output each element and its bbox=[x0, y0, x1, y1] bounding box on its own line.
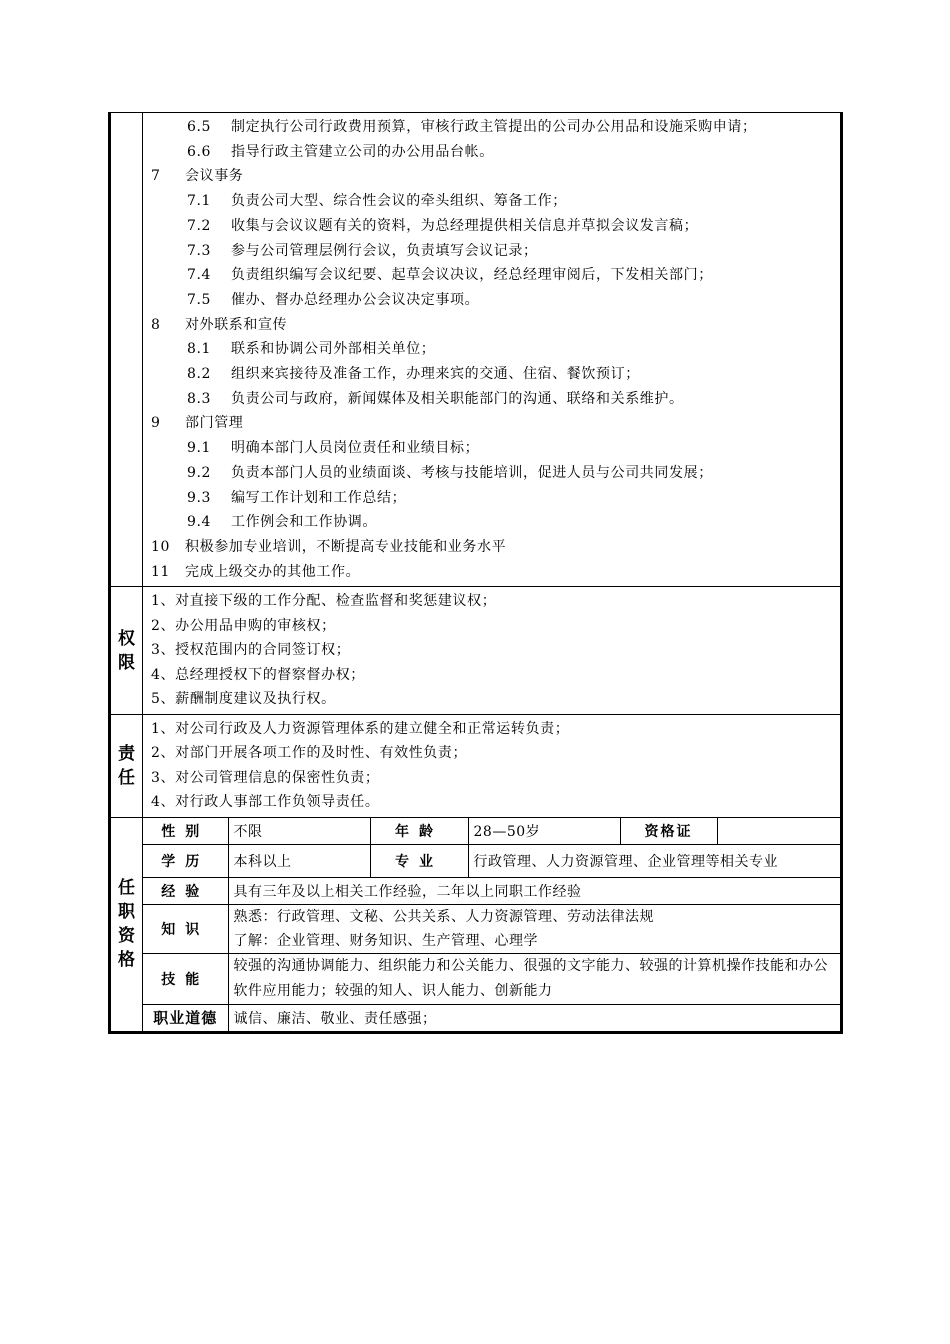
duty-number: 7.5 bbox=[187, 291, 212, 308]
authority-row bbox=[110, 587, 842, 715]
duty-item bbox=[151, 461, 840, 486]
duty-text: 联系和协调公司外部相关单位； bbox=[231, 341, 436, 358]
authority-item: 2、办公用品申购的审核权； bbox=[151, 617, 336, 634]
duty-text: 部门管理 bbox=[185, 415, 244, 432]
duty-section-heading bbox=[151, 535, 840, 560]
duty-text: 指导行政主管建立公司的办公用品台帐。 bbox=[231, 143, 494, 160]
responsibility-row bbox=[110, 714, 842, 817]
major-label: 专业 bbox=[370, 844, 468, 877]
duty-text: 负责公司与政府，新闻媒体及相关职能部门的沟通、联络和关系维护。 bbox=[231, 390, 684, 407]
duty-number: 10 bbox=[151, 538, 171, 555]
duty-text: 明确本部门人员岗位责任和业绩目标； bbox=[231, 440, 480, 457]
duty-number: 8.3 bbox=[187, 390, 212, 407]
certificate-label: 资格证 bbox=[620, 818, 717, 845]
q-row-gender-age bbox=[143, 818, 840, 845]
duty-number: 9.3 bbox=[187, 489, 212, 506]
duty-text: 参与公司管理层例行会议，负责填写会议记录； bbox=[231, 242, 538, 259]
gender-value: 不限 bbox=[228, 818, 370, 845]
responsibility-item: 3、对公司管理信息的保密性负责； bbox=[151, 769, 380, 786]
duty-item bbox=[151, 214, 840, 239]
skills-label: 技能 bbox=[143, 953, 228, 1004]
duty-section-heading bbox=[151, 560, 840, 585]
duty-number: 9.4 bbox=[187, 514, 212, 531]
job-description-table bbox=[108, 112, 848, 1034]
ethics-label: 职业道德 bbox=[143, 1004, 228, 1031]
duty-text: 负责组织编写会议纪要、起草会议决议，经总经理审阅后，下发相关部门； bbox=[231, 267, 713, 284]
duty-text: 会议事务 bbox=[185, 168, 244, 185]
responsibility-content bbox=[143, 714, 842, 817]
authority-item: 5、薪酬制度建议及执行权。 bbox=[151, 691, 336, 708]
q-row-education-major bbox=[143, 844, 840, 877]
duty-number: 9.1 bbox=[187, 440, 212, 457]
duty-text: 催办、督办总经理办公会议决定事项。 bbox=[231, 291, 480, 308]
duty-text: 负责本部门人员的业绩面谈、考核与技能培训，促进人员与公司共同发展； bbox=[231, 464, 713, 481]
ethics-value: 诚信、廉洁、敬业、责任感强； bbox=[228, 1004, 840, 1031]
duty-item bbox=[151, 140, 840, 165]
duties-list bbox=[151, 115, 840, 584]
duties-table bbox=[108, 112, 843, 1034]
duty-item bbox=[151, 486, 840, 511]
qualification-label: 任 职 资 格 bbox=[110, 817, 143, 1032]
duty-number: 8.2 bbox=[187, 366, 212, 383]
duty-number: 8 bbox=[151, 316, 161, 333]
authority-item: 3、授权范围内的合同签订权； bbox=[151, 642, 351, 659]
duty-number: 11 bbox=[151, 563, 171, 580]
authority-item: 1、对直接下级的工作分配、检查监督和奖惩建议权； bbox=[151, 593, 497, 610]
education-value: 本科以上 bbox=[228, 844, 370, 877]
duties-content bbox=[143, 113, 842, 587]
duty-section-heading bbox=[151, 313, 840, 338]
duty-item bbox=[151, 436, 840, 461]
duty-number: 8.1 bbox=[187, 341, 212, 358]
duty-text: 积极参加专业培训，不断提高专业技能和业务水平 bbox=[185, 538, 507, 555]
duty-number: 6.6 bbox=[187, 143, 212, 160]
authority-content bbox=[143, 587, 842, 715]
duty-item bbox=[151, 239, 840, 264]
q-row-knowledge bbox=[143, 904, 840, 953]
knowledge-familiar: 熟悉：行政管理、文秘、公共关系、人力资源管理、劳动法律法规 bbox=[233, 908, 654, 925]
experience-value: 具有三年及以上相关工作经验，二年以上同职工作经验 bbox=[228, 877, 840, 904]
duty-number: 9 bbox=[151, 415, 161, 432]
duty-item bbox=[151, 510, 840, 535]
major-value: 行政管理、人力资源管理、企业管理等相关专业 bbox=[468, 844, 840, 877]
duty-number: 7 bbox=[151, 168, 161, 185]
duty-item bbox=[151, 337, 840, 362]
duty-text: 工作例会和工作协调。 bbox=[231, 514, 377, 531]
knowledge-understand: 了解：企业管理、财务知识、生产管理、心理学 bbox=[233, 932, 538, 949]
duties-continued-row bbox=[110, 113, 842, 587]
authority-item: 4、总经理授权下的督察督办权； bbox=[151, 666, 365, 683]
knowledge-value bbox=[228, 904, 840, 953]
duties-label-cell bbox=[110, 113, 143, 587]
q-row-experience bbox=[143, 877, 840, 904]
experience-label: 经验 bbox=[143, 877, 228, 904]
duty-item bbox=[151, 362, 840, 387]
duty-number: 7.2 bbox=[187, 217, 212, 234]
duty-text: 负责公司大型、综合性会议的牵头组织、筹备工作； bbox=[231, 193, 567, 210]
duty-number: 9.2 bbox=[187, 464, 212, 481]
duty-item bbox=[151, 263, 840, 288]
responsibility-item: 1、对公司行政及人力资源管理体系的建立健全和正常运转负责； bbox=[151, 720, 570, 737]
q-row-ethics bbox=[143, 1004, 840, 1031]
duty-text: 对外联系和宣传 bbox=[185, 316, 288, 333]
duty-item bbox=[151, 115, 840, 140]
duty-number: 7.4 bbox=[187, 267, 212, 284]
age-value: 28—50岁 bbox=[468, 818, 620, 845]
duty-item bbox=[151, 387, 840, 412]
duty-number: 7.3 bbox=[187, 242, 212, 259]
duty-section-heading bbox=[151, 164, 840, 189]
authority-label: 权 限 bbox=[110, 587, 143, 715]
responsibility-label: 责 任 bbox=[110, 714, 143, 817]
age-label: 年龄 bbox=[370, 818, 468, 845]
duty-section-heading bbox=[151, 411, 840, 436]
q-row-skills bbox=[143, 953, 840, 1004]
certificate-value bbox=[717, 818, 840, 845]
gender-label: 性别 bbox=[143, 818, 228, 845]
duty-item bbox=[151, 189, 840, 214]
qualification-row bbox=[110, 817, 842, 1032]
skills-value: 较强的沟通协调能力、组织能力和公关能力、很强的文字能力、较强的计算机操作技能和办公软件应用能力；较强的知人、识人能力、创新能力 bbox=[228, 953, 840, 1004]
duty-text: 完成上级交办的其他工作。 bbox=[185, 563, 361, 580]
qualification-grid bbox=[143, 818, 840, 1031]
duty-item bbox=[151, 288, 840, 313]
duty-text: 组织来宾接待及准备工作，办理来宾的交通、住宿、餐饮预订； bbox=[231, 366, 640, 383]
responsibility-item: 2、对部门开展各项工作的及时性、有效性负责； bbox=[151, 745, 468, 762]
duty-text: 制定执行公司行政费用预算，审核行政主管提出的公司办公用品和设施采购申请； bbox=[231, 119, 757, 135]
responsibility-item: 4、对行政人事部工作负领导责任。 bbox=[151, 794, 380, 811]
duty-number: 6.5 bbox=[187, 119, 212, 135]
education-label: 学历 bbox=[143, 844, 228, 877]
duty-text: 收集与会议议题有关的资料，为总经理提供相关信息并草拟会议发言稿； bbox=[231, 217, 699, 234]
duty-number: 7.1 bbox=[187, 193, 212, 210]
duty-text: 编写工作计划和工作总结； bbox=[231, 489, 407, 506]
qualification-content bbox=[143, 817, 842, 1032]
knowledge-label: 知识 bbox=[143, 904, 228, 953]
